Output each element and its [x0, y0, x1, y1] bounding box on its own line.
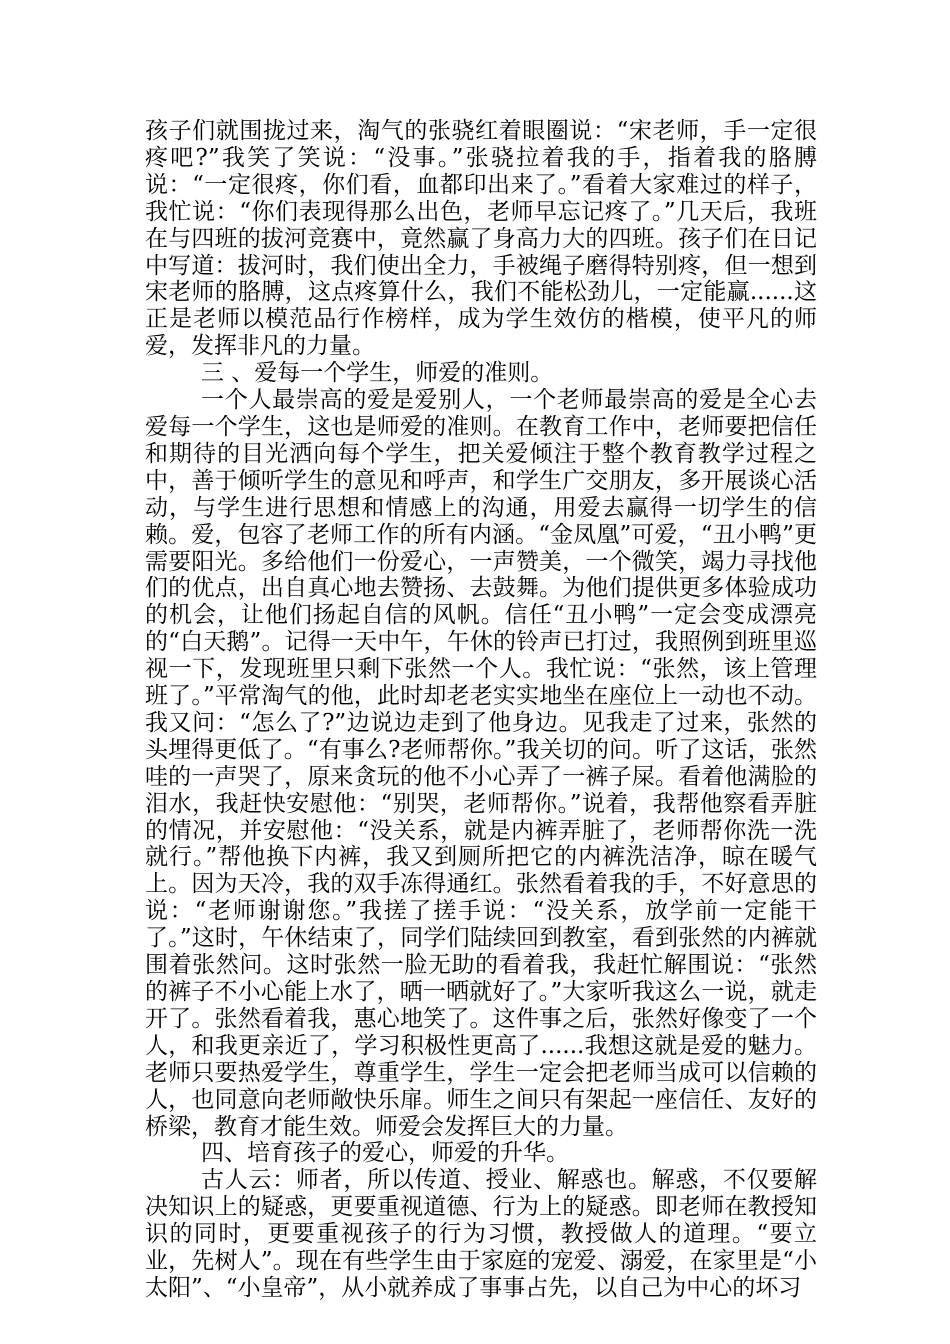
paragraph-section-3-body: 一个人最崇高的爱是爱别人，一个老师最崇高的爱是全心去爱每一个学生，这也是师爱的准则。在教育工作中，老师要把信任和期待的目光洒向每个学生，把关爱倾注于整个教育教学过程之中，善于倾听学生的意见和呼声，和学生广交朋友，多开展谈心活动，与学生进行思想和情感上的沟通，用爱去赢得一切学生的信赖。爱，包容了老师工作的所有内涵。“金凤凰”可爱，“丑小鸭”更需要阳光。多给他们一份爱心，一声赞美，一个微笑，竭力寻找他们的优点，出自真心地去赞扬、去鼓舞。为他们提供更多体验成功的机会，让他们扬起自信的风帆。信任“丑小鸭”一定会变成漂亮的“白天鹅”。记得一天中午，午休的铃声已打过，我照例到班里巡视一下，发现班里只剩下张然一个人。我忙说：“张然，该上管理班了。”平常淘气的他，此时却老老实实地坐在座位上一动也不动。我又问：“怎么了?”边说边走到了他身边。见我走了过来，张然的头埋得更低了。“有事么?老师帮你。”我关切的问。听了这话，张然哇的一声哭了，原来贪玩的他不小心弄了一裤子屎。看着他满脸的泪水，我赶快安慰他：“别哭，老师帮你。”说着，我帮他察看弄脏的情况，并安慰他：“没关系，就是内裤弄脏了，老师帮你洗一洗就行。”帮他换下内裤，我又到厕所把它的内裤洗洁净，晾在暖气上。因为天冷，我的双手冻得通红。张然看着我的手，不好意思的说：“老师谢谢您。”我搓了搓手说：“没关系，放学前一定能干了。”这时，午休结束了，同学们陆续回到教室，看到张然的内裤就围着张然问。这时张然一脸无助的看着我，我赶忙解围说：“张然的裤子不小心能上水了，晒一晒就好了。”大家听我这么一说，就走开了。张然看着我，惠心地笑了。这件事之后，张然好像变了一个人，和我更亲近了，学习积极性更高了......我想这就是爱的魅力。老师只要热爱学生，尊重学生，学生一定会把老师当成可以信赖的人，也同意向老师敞快乐扉。师生之间只有架起一座信任、友好的桥梁，教育才能生效。师爱会发挥巨大的力量。: [145, 387, 817, 1140]
section-heading-4: 四、培育孩子的爱心，师爱的升华。: [201, 1140, 569, 1167]
paragraph-story-ending: 孩子们就围拢过来，淘气的张骁红着眼圈说：“宋老师，手一定很疼吧?”我笑了笑说：“没事。”张骁拉着我的手，指着我的胳膊说：“一定很疼，你们看，血都印出来了。”看着大家难过的样子，我忙说：“你们表现得那么出色，老师早忘记疼了。”几天后，我班在与四班的拔河竞赛中，竟然赢了身高力大的四班。孩子们在日记中写道：拔河时，我们使出全力，手被绳子磨得特别疼，但一想到宋老师的胳膊，这点疼算什么，我们不能松劲儿，一定能赢......这正是老师以模范品行作榜样，成为学生效仿的楷模，使平凡的师爱，发挥非凡的力量。: [145, 118, 817, 360]
paragraph-section-4-body: 古人云：师者，所以传道、授业、解惑也。解惑，不仅要解决知识上的疑惑，更要重视道德、行为上的疑惑。即老师在教授知识的同时，更要重视孩子的行为习惯，教授做人的道理。“要立业，先树人”。现在有些学生由于家庭的宠爱、溺爱，在家里是“小太阳”、“小皇帝”，从小就养成了事事占先，以自己为中心的坏习: [145, 1167, 817, 1301]
document-page: [145, 118, 817, 1302]
section-heading-3: 三 、爱每一个学生，师爱的准则。: [201, 360, 554, 387]
